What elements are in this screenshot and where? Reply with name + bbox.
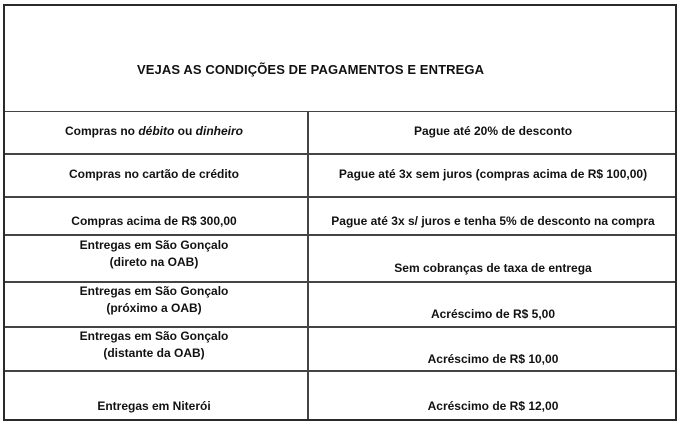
condition-value-credit-card: Pague até 3x sem juros (compras acima de R$ 100,00) — [338, 167, 648, 181]
label-line: (próximo a OAB) — [106, 301, 202, 315]
label-part: Compras no — [64, 124, 139, 138]
condition-label-niteroi: Entregas em Niterói — [97, 399, 211, 413]
row-divider — [5, 234, 675, 236]
condition-label-debit-cash — [5, 123, 303, 140]
row-divider — [5, 153, 675, 155]
label-line: (distante da OAB) — [103, 346, 205, 360]
condition-value-sg-direct: Sem cobranças de taxa de entrega — [394, 261, 592, 275]
condition-value-niteroi: Acréscimo de R$ 12,00 — [427, 399, 559, 413]
condition-value-over-300: Pague até 3x s/ juros e tenha 5% de desconto na compra — [331, 214, 655, 228]
label-part: débito — [138, 124, 175, 138]
table-title: VEJAS AS CONDIÇÕES DE PAGAMENTOS E ENTREGA — [137, 62, 485, 77]
condition-label-sg-direct — [5, 237, 303, 271]
condition-label-sg-near — [5, 283, 303, 317]
condition-value-sg-near: Acréscimo de R$ 5,00 — [430, 307, 556, 321]
conditions-table — [3, 4, 677, 421]
label-line: Entregas em São Gonçalo — [79, 284, 229, 298]
condition-label-sg-far — [5, 328, 303, 362]
row-divider — [5, 196, 675, 198]
label-line: Entregas em São Gonçalo — [79, 238, 229, 252]
label-part: dinheiro — [195, 124, 243, 138]
condition-label-over-300: Compras acima de R$ 300,00 — [71, 214, 237, 228]
label-part: ou — [174, 124, 196, 138]
condition-value-debit-cash: Pague até 20% de desconto — [413, 124, 573, 138]
title-row — [5, 6, 675, 112]
condition-label-credit-card: Compras no cartão de crédito — [68, 167, 240, 181]
label-line: (direto na OAB) — [109, 255, 199, 269]
row-divider — [5, 370, 675, 372]
condition-value-sg-far: Acréscimo de R$ 10,00 — [427, 352, 559, 366]
label-line: Entregas em São Gonçalo — [79, 329, 229, 343]
